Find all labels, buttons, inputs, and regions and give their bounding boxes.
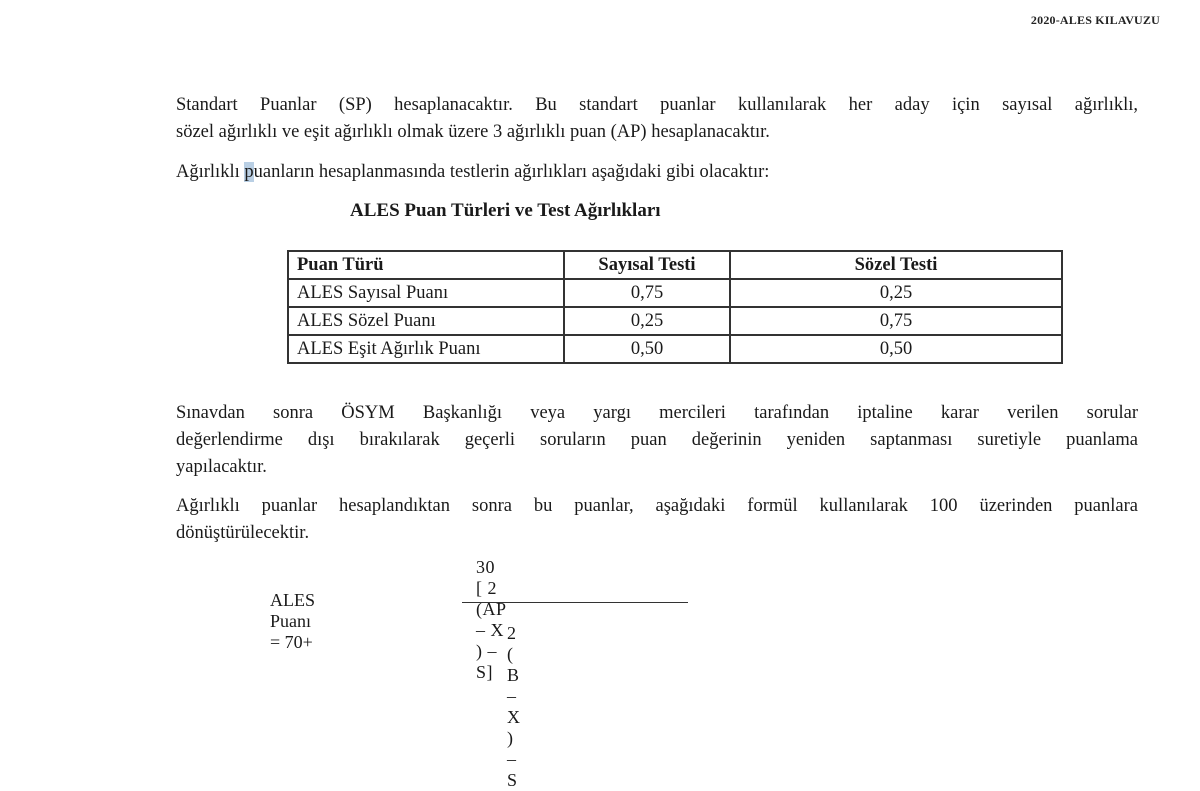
cell-sayisal-weight: 0,50 bbox=[564, 335, 730, 363]
table-row bbox=[288, 335, 1062, 363]
cell-sozel-weight: 0,75 bbox=[730, 307, 1062, 335]
header-sayisal-testi: Sayısal Testi bbox=[564, 251, 730, 279]
fraction-bar bbox=[462, 602, 688, 603]
table-row bbox=[288, 307, 1062, 335]
paragraph-sp-line1: Standart Puanlar (SP) hesaplanacaktır. Bu standart puanlar kullanılarak her aday için sayısal ağırlıklı, bbox=[176, 95, 1138, 115]
paragraph-cancel-line1: Sınavdan sonra ÖSYM Başkanlığı veya yargı mercileri tarafından iptaline karar verilen sorular bbox=[176, 403, 1138, 423]
page-header: 2020-ALES KILAVUZU bbox=[1030, 13, 1160, 27]
cell-sayisal-weight: 0,25 bbox=[564, 307, 730, 335]
formula-numerator: 30 [ 2 (AP – X ) – S] bbox=[476, 557, 506, 682]
cell-score-type: ALES Sözel Puanı bbox=[288, 307, 564, 335]
paragraph-cancel-line3: yapılacaktır. bbox=[176, 457, 267, 477]
text-segment: uanların hesaplanmasında testlerin ağırlıkları aşağıdaki gibi olacaktır: bbox=[253, 162, 770, 182]
paragraph-sp-line2: sözel ağırlıklı ve eşit ağırlıklı olmak üzere 3 ağırlıklı puan (AP) hesaplanacaktır. bbox=[176, 122, 770, 142]
paragraph-weights-intro bbox=[176, 159, 1138, 186]
text-cursor-highlight: p bbox=[244, 162, 254, 182]
weights-table bbox=[287, 250, 1063, 364]
cell-sozel-weight: 0,50 bbox=[730, 335, 1062, 363]
paragraph-convert-line1: Ağırlıklı puanlar hesaplandıktan sonra bu puanlar, aşağıdaki formül kullanılarak 100 üzerinden puanlara bbox=[176, 496, 1138, 516]
formula-label: ALES Puanı = 70+ bbox=[270, 590, 315, 652]
cell-sayisal-weight: 0,75 bbox=[564, 279, 730, 307]
text-segment: Ağırlıklı bbox=[176, 162, 245, 182]
header-sozel-testi: Sözel Testi bbox=[730, 251, 1062, 279]
cell-score-type: ALES Eşit Ağırlık Puanı bbox=[288, 335, 564, 363]
table-title: ALES Puan Türleri ve Test Ağırlıkları bbox=[350, 200, 661, 221]
table-header-row bbox=[288, 251, 1062, 279]
formula-denominator: 2 ( B – X ) – S bbox=[507, 623, 521, 790]
cell-sozel-weight: 0,25 bbox=[730, 279, 1062, 307]
paragraph-cancel-line2: değerlendirme dışı bırakılarak geçerli soruların puan değerinin yeniden saptanması suretiyle puanlama bbox=[176, 430, 1138, 450]
table-row bbox=[288, 279, 1062, 307]
cell-score-type: ALES Sayısal Puanı bbox=[288, 279, 564, 307]
header-puan-turu: Puan Türü bbox=[288, 251, 564, 279]
paragraph-convert-line2: dönüştürülecektir. bbox=[176, 523, 310, 543]
